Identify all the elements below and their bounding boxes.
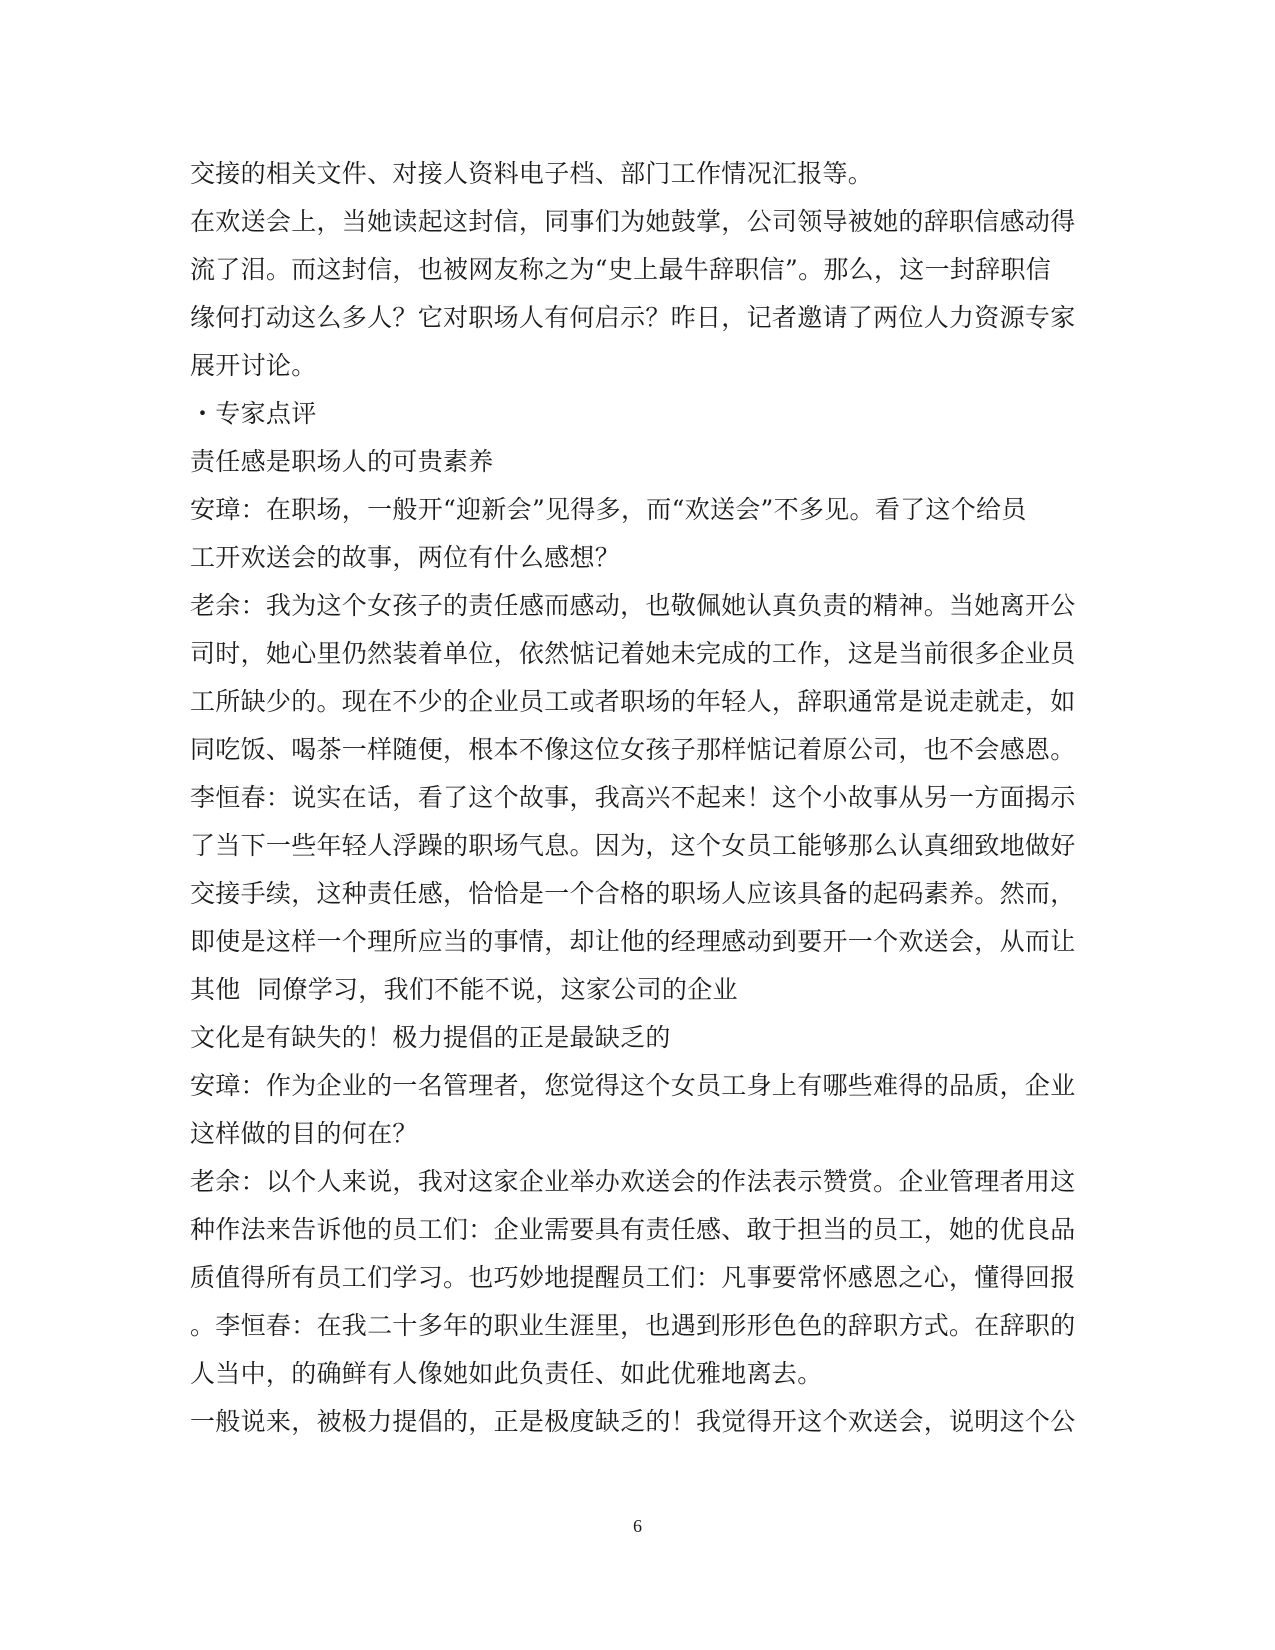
text-line: 安璋：作为企业的一名管理者，您觉得这个女员工身上有哪些难得的品质，企业 — [190, 1071, 1076, 1100]
subheading: 责任感是职场人的可贵素养 — [190, 447, 494, 476]
text-line: 一般说来，被极力提倡的，正是极度缺乏的！我觉得开这个欢送会，说明这个公 — [190, 1407, 1076, 1436]
document-body — [190, 150, 1090, 1446]
text-line: 司时，她心里仍然装着单位，依然惦记着她未完成的工作，这是当前很多企业员 — [190, 639, 1076, 668]
text-line: 交接的相关文件、对接人资料电子档、部门工作情况汇报等。 — [190, 159, 874, 188]
text-line: 这样做的目的何在？ — [190, 1119, 418, 1148]
text-line: 其他 同僚学习，我们不能不说，这家公司的企业 — [190, 975, 738, 1004]
text-line: 老余：我为这个女孩子的责任感而感动，也敬佩她认真负责的精神。当她离开公 — [190, 591, 1076, 620]
text-line: 了当下一些年轻人浮躁的职场气息。因为，这个女员工能够那么认真细致地做好 — [190, 831, 1076, 860]
text-line: 即使是这样一个理所应当的事情，却让他的经理感动到要开一个欢送会，从而让 — [190, 927, 1076, 956]
text-line: 工开欢送会的故事，两位有什么感想？ — [190, 543, 621, 572]
text-line: 文化是有缺失的！极力提倡的正是最缺乏的 — [190, 1023, 671, 1052]
text-line: 安璋：在职场，一般开“迎新会”见得多，而“欢送会”不多见。看了这个给员 — [190, 495, 1027, 524]
text-line: 交接手续，这种责任感，恰恰是一个合格的职场人应该具备的起码素养。然而， — [190, 879, 1076, 908]
text-line: 老余：以个人来说，我对这家企业举办欢送会的作法表示赞赏。企业管理者用这 — [190, 1167, 1076, 1196]
section-heading: ・专家点评 — [190, 399, 317, 428]
text-line: 展开讨论。 — [190, 351, 317, 380]
text-line: 人当中，的确鲜有人像她如此负责任、如此优雅地离去。 — [190, 1359, 823, 1388]
text-line: 质值得所有员工们学习。也巧妙地提醒员工们：凡事要常怀感恩之心，懂得回报 — [190, 1263, 1076, 1292]
text-line: 李恒春：说实在话，看了这个故事，我高兴不起来！这个小故事从另一方面揭示 — [190, 783, 1076, 812]
text-line: 工所缺少的。现在不少的企业员工或者职场的年轻人，辞职通常是说走就走，如 — [190, 687, 1076, 716]
text-line: 。李恒春：在我二十多年的职业生涯里，也遇到形形色色的辞职方式。在辞职的 — [190, 1311, 1076, 1340]
text-line: 同吃饭、喝茶一样随便，根本不像这位女孩子那样惦记着原公司，也不会感恩。 — [190, 735, 1076, 764]
text-line: 种作法来告诉他的员工们：企业需要具有责任感、敢于担当的员工，她的优良品 — [190, 1215, 1076, 1244]
text-line: 流了泪。而这封信，也被网友称之为“史上最牛辞职信”。那么，这一封辞职信 — [190, 255, 1052, 284]
page-number: 6 — [633, 1516, 642, 1536]
text-line: 缘何打动这么多人？它对职场人有何启示？昨日，记者邀请了两位人力资源专家 — [190, 303, 1076, 332]
text-line: 在欢送会上，当她读起这封信，同事们为她鼓掌，公司领导被她的辞职信感动得 — [190, 207, 1076, 236]
